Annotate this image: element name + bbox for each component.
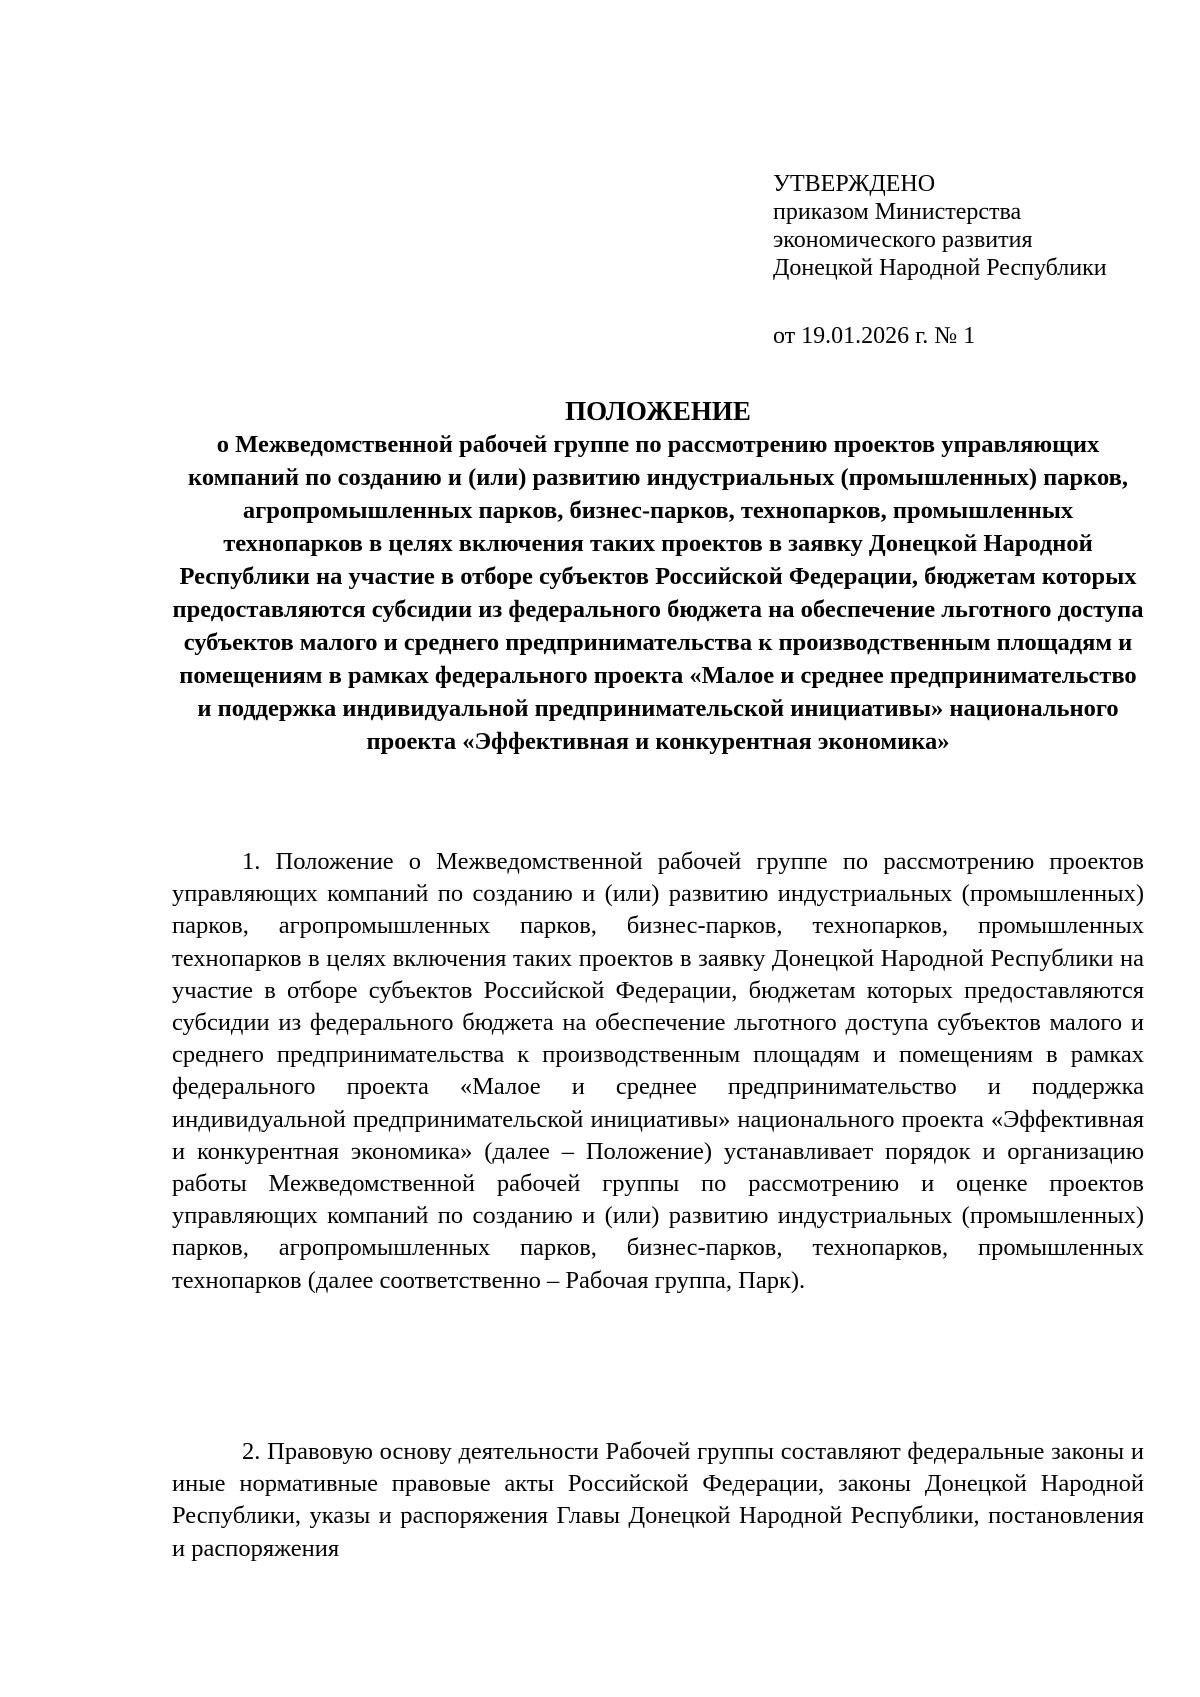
approval-date: от 19.01.2026 г. № 1 <box>773 323 976 349</box>
approval-stamp <box>773 170 1173 350</box>
paragraph-1: 1. Положение о Межведомственной рабочей группе по рассмотрению проектов управляющих компаний по созданию и (или) развитию индустриальных (промышленных) парков, агропромышленных парков, бизнес-парков, технопарков, промышленных технопарков в целях включения таких проектов в заявку Донецкой Народной Республики на участие в отборе субъектов Российской Федерации, бюджетам которых предоставляются субсидии из федерального бюджета на обеспечение льготного доступа субъектов малого и среднего предпринимательства к производственным площадям и помещениям в рамках федерального проекта «Малое и среднее предпринимательство и поддержка индивидуальной предпринимательской инициативы» национального проекта «Эффективная и конкурентная экономика» (далее – Положение) устанавливает порядок и организацию работы Межведомственной рабочей группы по рассмотрению и оценке проектов управляющих компаний по созданию и (или) развитию индустриальных (промышленных) парков, агропромышленных парков, бизнес-парков, технопарков, промышленных технопарков (далее соответственно – Рабочая группа, Парк). <box>172 848 1144 1294</box>
approval-republic-line: Донецкой Народной Республики <box>773 255 1107 281</box>
approval-label: УТВЕРЖДЕНО <box>773 171 936 197</box>
paragraph-2: 2. Правовую основу деятельности Рабочей группы составляют федеральные законы и иные нормативные правовые акты Российской Федерации, законы Донецкой Народной Республики, указы и распоряжения Главы Донецкой Народной Республики, постановления и распоряжения <box>172 1438 1144 1562</box>
approval-ministry-line: экономического развития <box>773 227 1033 253</box>
document-subtitle: о Межведомственной рабочей группе по рассмотрению проектов управляющих компаний по созданию и (или) развитию индустриальных (промышленных) парков, агропромышленных парков, бизнес-парков, технопарков, промышленных технопарков в целях включения таких проектов в заявку Донецкой Народной Республики на участие в отборе субъектов Российской Федерации, бюджетам которых предоставляются субсидии из федерального бюджета на обеспечение льготного доступа субъектов малого и среднего предпринимательства к производственным площадям и помещениям в рамках федерального проекта «Малое и среднее предпринимательство и поддержка индивидуальной предпринимательской инициативы» национального проекта «Эффективная и конкурентная экономика» <box>172 431 1144 755</box>
document-title <box>172 395 1144 758</box>
approval-order-line: приказом Министерства <box>773 199 1022 225</box>
document-heading: ПОЛОЖЕНИЕ <box>565 396 751 426</box>
